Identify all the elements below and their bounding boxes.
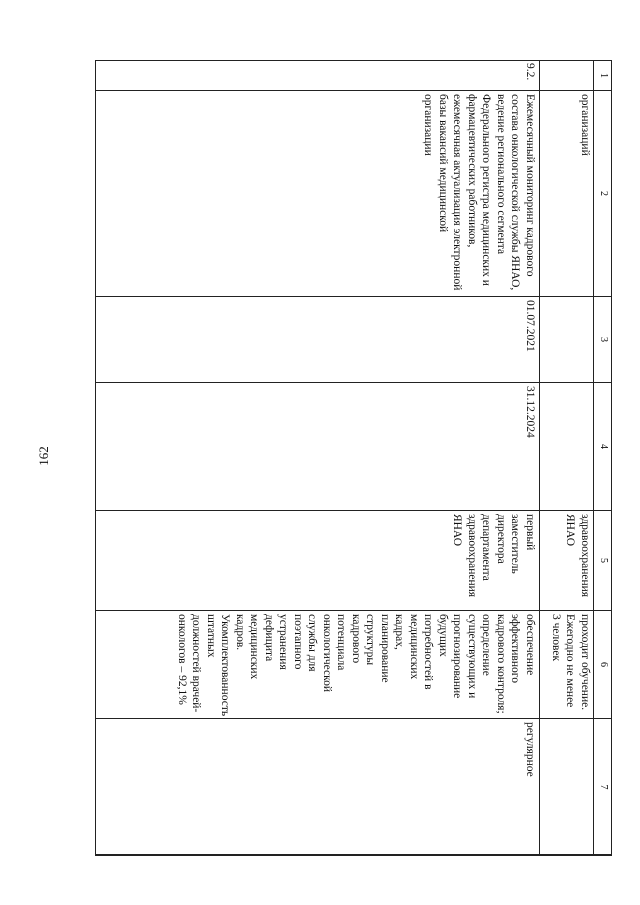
col-header-2: 2: [594, 91, 612, 297]
table-row: [540, 61, 594, 856]
col-header-3: 3: [594, 297, 612, 383]
cell-92-c6: обеспечение эффективного кадрового контроля; определение существующих и прогнозирование будущих потребностей в медицинских кадрах, планирование структуры кадрового потенциала онкологической службы для поэтапного устранения дефицита медицинских кадров. Укомплектованность штатных должностей врачей-онкологов – 92,1%: [96, 611, 540, 719]
cell-prev-c5: здравоохранения ЯНАО: [540, 511, 594, 611]
cell-prev-c2: организаций: [540, 91, 594, 297]
col-header-6: 6: [594, 611, 612, 719]
col-header-1: 1: [594, 61, 612, 91]
cell-92-c7: регулярное: [96, 719, 540, 856]
cell-92-c1: 9.2.: [96, 61, 540, 91]
table: [95, 60, 612, 856]
cell-92-c5: первый заместитель директора департамента здравоохранения ЯНАО: [96, 511, 540, 611]
cell-prev-c6: проходит обучение. Ежегодно не менее 3 человек: [540, 611, 594, 719]
page-number: 162: [35, 446, 51, 466]
table-row: [96, 61, 540, 856]
rotated-table: [95, 60, 612, 855]
cell-92-c4: 31.12.2024: [96, 383, 540, 511]
col-header-4: 4: [594, 383, 612, 511]
cell-92-c2: Ежемесячный мониторинг кадрового состава онкологической службы ЯНАО, ведение регионального сегмента Федерального регистра медицинских и фармацевтических работников, ежемесячная актуализация электронной базы вакансий медицинской организации: [96, 91, 540, 297]
col-header-7: 7: [594, 719, 612, 856]
cell-92-c3: 01.07.2021: [96, 297, 540, 383]
col-header-5: 5: [594, 511, 612, 611]
